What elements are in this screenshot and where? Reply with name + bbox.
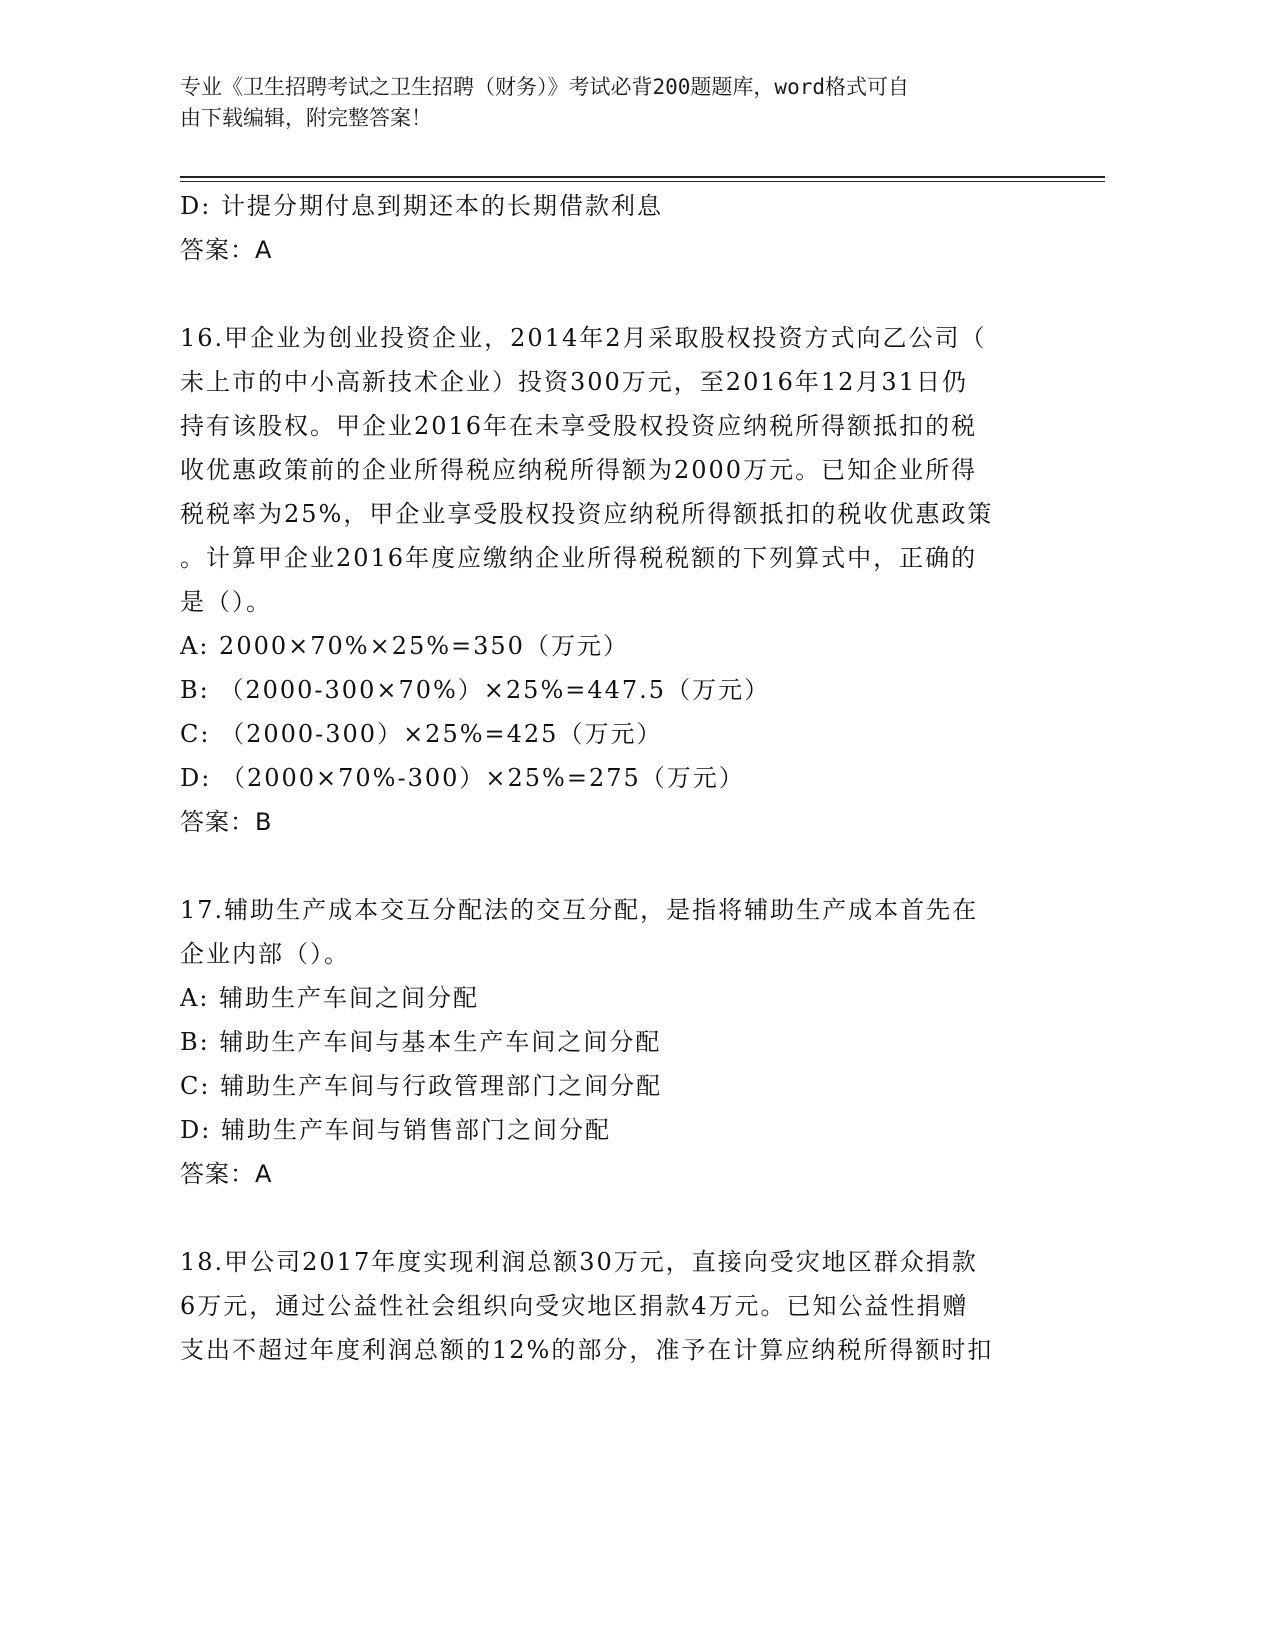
question-18-stem-line: 支出不超过年度利润总额的12%的部分，准予在计算应纳税所得额时扣 [180, 1336, 994, 1364]
header-divider-thin [180, 181, 1105, 182]
question-16-answer: 答案：B [180, 808, 273, 836]
question-17-option-c: C: 辅助生产车间与行政管理部门之间分配 [180, 1072, 663, 1100]
question-15 [180, 184, 1040, 272]
question-16-stem-line: 税税率为25%，甲企业享受股权投资应纳税所得额抵扣的税收优惠政策 [180, 500, 994, 528]
question-16-stem-line: 未上市的中小高新技术企业）投资300万元，至2016年12月31日仍 [180, 368, 968, 396]
header-line-2: 由下载编辑，附完整答案！ [180, 106, 432, 130]
question-16-stem-line: 是（）。 [180, 588, 272, 616]
question-18-stem-line: 18.甲公司2017年度实现利润总额30万元，直接向受灾地区群众捐款 [180, 1248, 978, 1276]
question-18-stem-line: 6万元，通过公益性社会组织向受灾地区捐款4万元。已知公益性捐赠 [180, 1292, 969, 1320]
question-15-answer: 答案：A [180, 236, 273, 264]
question-16-stem-line: 。计算甲企业2016年度应缴纳企业所得税税额的下列算式中，正确的 [180, 544, 978, 572]
question-17-option-b: B: 辅助生产车间与基本生产车间之间分配 [180, 1028, 662, 1056]
question-17-answer: 答案：A [180, 1160, 273, 1188]
spacer [180, 272, 1040, 316]
question-15-option-d: D: 计提分期付息到期还本的长期借款利息 [180, 192, 663, 220]
header-line-1: 专业《卫生招聘考试之卫生招聘（财务）》考试必背200题题库，word格式可自 [180, 75, 909, 99]
header-divider-thick [180, 176, 1105, 178]
question-18 [180, 1240, 1040, 1372]
document-header [180, 72, 1060, 134]
spacer [180, 844, 1040, 888]
question-16-option-b: B: （2000-300×70%）×25%=447.5（万元） [180, 676, 771, 704]
question-16-stem-line: 收优惠政策前的企业所得税应纳税所得额为2000万元。已知企业所得 [180, 456, 978, 484]
question-17 [180, 888, 1040, 1196]
question-16-stem-line: 16.甲企业为创业投资企业，2014年2月采取股权投资方式向乙公司（ [180, 324, 987, 352]
document-body [180, 184, 1040, 1372]
question-16-option-c: C: （2000-300）×25%=425（万元） [180, 720, 663, 748]
question-17-stem-line: 企业内部（）。 [180, 940, 350, 968]
question-16 [180, 316, 1040, 844]
question-16-option-a: A: 2000×70%×25%=350（万元） [180, 632, 629, 660]
question-17-option-a: A: 辅助生产车间之间分配 [180, 984, 480, 1012]
question-17-option-d: D: 辅助生产车间与销售部门之间分配 [180, 1116, 611, 1144]
spacer [180, 1196, 1040, 1240]
question-16-option-d: D: （2000×70%-300）×25%=275（万元） [180, 764, 745, 792]
question-16-stem-line: 持有该股权。甲企业2016年在未享受股权投资应纳税所得额抵扣的税 [180, 412, 978, 440]
question-17-stem-line: 17.辅助生产成本交互分配法的交互分配，是指将辅助生产成本首先在 [180, 896, 979, 924]
